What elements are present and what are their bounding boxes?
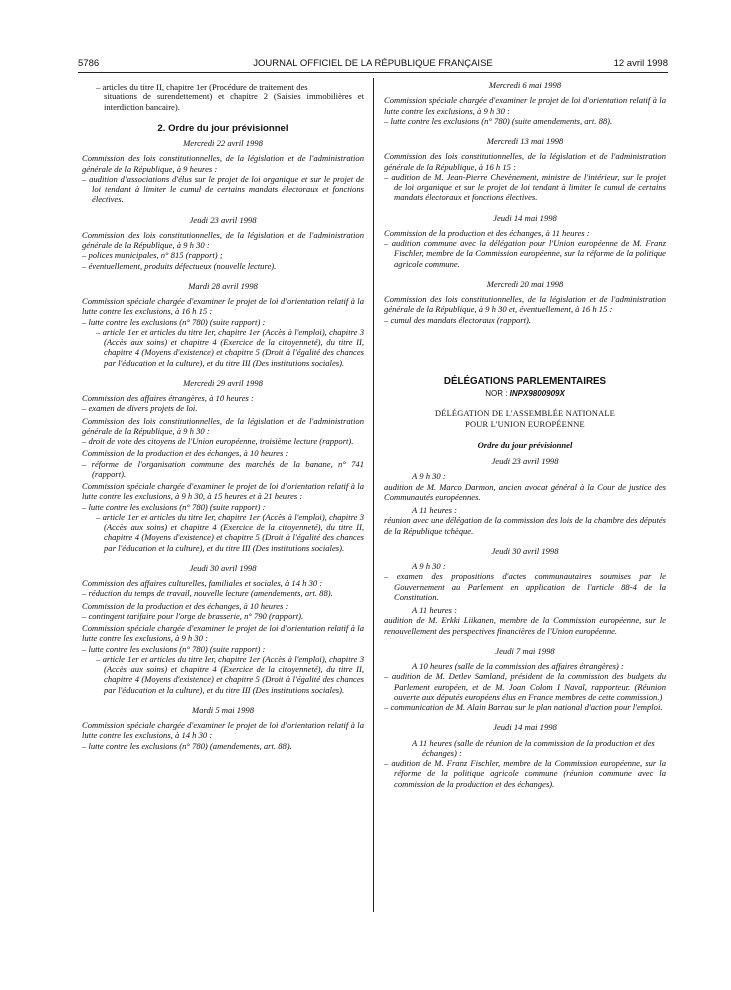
intro-line-1: – articles du titre II, chapitre 1er (Procédure de traitement des (96, 82, 308, 92)
agenda-item: – examen des propositions d'actes communautaires soumises par le Gouvernement au Parlement en application de l'article 88-4 de la Constitution. (384, 571, 666, 602)
right-column (384, 82, 666, 789)
agenda-item: – droit de vote des citoyens de l'Union européenne, troisième lecture (rapport). (82, 436, 354, 446)
agenda-item: – contingent tarifaire pour l'orge de brasserie, n° 790 (rapport). (82, 610, 304, 621)
time-label: A 11 heures : (412, 505, 457, 515)
date-heading: Jeudi 30 avril 1998 (189, 562, 257, 573)
issue-date: 12 avril 1998 (613, 58, 668, 69)
time-label: A 11 heures : (412, 605, 457, 615)
agenda-title: Ordre du jour prévisionnel (477, 439, 573, 450)
commission-entry: Commission spéciale chargée d'examiner le projet de loi d'orientation relatif à la lutte contre les exclusions, à 9 h 30 : (384, 95, 666, 116)
nor-code: INPX9800909X (509, 389, 565, 398)
commission-entry: Commission spéciale chargée d'examiner le projet de loi d'orientation relatif à la lutte contre les exclusions, à 9 h 30 : (82, 623, 364, 644)
commission-entry: Commission des lois constitutionnelles, de la législation et de l'administration générale de la République, à 9 h 30 : (82, 415, 364, 436)
nor-reference (384, 389, 666, 399)
agenda-item: – audition de M. Franz Fischler, membre de la Commission européenne, sur la réforme de la politique agricole commune (réunion commune avec la commission de la production et des échanges). (384, 758, 666, 789)
agenda-item: – audition de M. Detlev Samland, président de la commission des budgets du Parlement européen, et de M. Joan Colom I Naval, rapporteur. (Réunion ouverte aux députés européens élus en France membres de cette commission.) (384, 671, 666, 702)
date-heading: Jeudi 30 avril 1998 (491, 545, 559, 556)
time-label: A 11 heures (salle de réunion de la commission de la production et des échanges) : (412, 737, 655, 758)
agenda-item: – audition commune avec la délégation pour l'Union européenne de M. Franz Fischler, membre de la Commission européenne, sur la réforme de la politique agricole commune. (384, 238, 666, 269)
commission-entry: Commission de la production et des échanges, à 10 heures : (82, 600, 289, 611)
intro-line-2: situations de surendettement) et chapitre 2 (Saisies immobilières et interdiction bancaire). (104, 91, 364, 112)
org-line-1: DÉLÉGATION DE L'ASSEMBLÉE NATIONALE (435, 409, 615, 419)
time-label: A 9 h 30 : (412, 561, 446, 571)
agenda-item: – polices municipales, n° 815 (rapport) ; (82, 250, 223, 261)
agenda-item: – audition de M. Jean-Pierre Chevènement, ministre de l'intérieur, sur le projet de loi organique et sur le projet de loi tendant à limiter le cumul de certains mandats électoraux et fonctions électives. (384, 171, 666, 203)
agenda-item: – réforme de l'organisation commune des marchés de la banane, n° 741 (rapport). (82, 458, 364, 479)
section-spacer (384, 325, 666, 377)
date-heading: Mercredi 20 mai 1998 (486, 278, 564, 289)
commission-entry: Commission spéciale chargée d'examiner le projet de loi d'orientation relatif à la lutte contre les exclusions, à 9 h 30, à 15 heures et à 21 heures : (82, 481, 364, 502)
time-label: A 10 heures (salle de la commission des affaires étrangères) : (412, 661, 624, 671)
agenda-subitem: – article 1er et articles du titre Ier, chapitre 1er (Accès à l'emploi), chapitre 3 (Accès aux soins) et chapitre 4 (Exercice de la citoyenneté), du titre II, chapitre 4 (Moyens d'existence) et chapitre 5 (Droit à l'égalité des chances par l'éducation et la culture), et du titre III (Des institutions sociales). (96, 653, 364, 695)
date-heading: Mercredi 6 mai 1998 (488, 80, 562, 90)
date-heading: Jeudi 7 mai 1998 (495, 645, 555, 656)
date-heading: Jeudi 23 avril 1998 (491, 456, 559, 466)
agenda-item: – éventuellement, produits défectueux (nouvelle lecture). (82, 260, 277, 271)
agenda-item: – réduction du temps de travail, nouvelle lecture (amendements, art. 88). (82, 588, 333, 599)
date-heading: Mardi 28 avril 1998 (188, 280, 258, 291)
commission-entry: Commission des lois constitutionnelles, de la législation et de l'administration générale de la République, à 9 h 30 : (82, 229, 364, 250)
commission-entry: Commission spéciale chargée d'examiner le projet de loi d'orientation relatif à la lutte contre les exclusions, à 16 h 15 : (82, 296, 364, 317)
date-heading: Mardi 5 mai 1998 (192, 704, 254, 715)
agenda-item: – lutte contre les exclusions (n° 780) (suite rapport) : (82, 501, 266, 512)
delegations-title: DÉLÉGATIONS PARLEMENTAIRES (443, 375, 607, 387)
date-heading: Jeudi 14 mai 1998 (493, 722, 557, 733)
section-title: 2. Ordre du jour prévisionnel (157, 122, 289, 134)
commission-entry: Commission des lois constitutionnelles, de la législation et de l'administration générale de la République, à 9 h 30 et, éventuellement, à 16 h 15 : (384, 294, 666, 315)
commission-entry: Commission spéciale chargée d'examiner le projet de loi d'orientation relatif à la lutte contre les exclusions, à 14 h 30 : (82, 720, 364, 741)
agenda-item: – communication de M. Alain Barrau sur le plan national d'action pour l'emploi. (384, 702, 663, 712)
agenda-item: audition de M. Erkki Liikanen, membre de la Commission européenne, sur le renouvellement des perspectives financières de l'Union européenne. (384, 615, 666, 636)
agenda-item: – lutte contre les exclusions (n° 780) (suite rapport) : (82, 643, 266, 654)
agenda-item: – examen de divers projets de loi. (82, 403, 198, 414)
page-header (78, 58, 668, 72)
commission-entry: Commission de la production et des échanges, à 11 heures : (384, 227, 590, 238)
page-number: 5786 (78, 58, 100, 69)
date-heading: Jeudi 23 avril 1998 (189, 214, 257, 225)
nor-label: NOR : (485, 389, 508, 398)
date-heading: Mercredi 13 mai 1998 (486, 136, 564, 146)
commission-entry: Commission des affaires culturelles, familiales et sociales, à 14 h 30 : (82, 578, 323, 588)
agenda-item: – cumul des mandats électoraux (rapport). (384, 314, 532, 325)
date-heading: Mercredi 29 avril 1998 (183, 377, 263, 388)
column-divider (373, 78, 374, 912)
agenda-item: – lutte contre les exclusions (n° 780) (suite amendements, art. 88). (384, 115, 613, 126)
date-heading: Jeudi 14 mai 1998 (493, 212, 557, 223)
agenda-item: – lutte contre les exclusions (n° 780) (suite rapport) : (82, 316, 266, 327)
commission-entry: Commission des affaires étrangères, à 10 heures : (82, 393, 254, 403)
agenda-item: – lutte contre les exclusions (n° 780) (amendements, art. 88). (82, 740, 292, 751)
header-rule (78, 72, 668, 73)
agenda-subitem: – article 1er et articles du titre Ier, chapitre 1er (Accès à l'emploi), chapitre 3 (Accès aux soins) et chapitre 4 (Exercice de la citoyenneté), du titre II, chapitre 4 (Moyens d'existence) et chapitre 5 (Droit à l'égalité des chances par l'éducation et la culture), et du titre III (Des institutions sociales). (96, 326, 364, 368)
agenda-item: – audition d'associations d'élus sur le projet de loi organique et sur le projet de loi tendant à limiter le cumul de certains mandats électoraux et fonctions électives. (82, 173, 364, 205)
commission-entry: Commission de la production et des échanges, à 10 heures : (82, 448, 289, 459)
left-column (82, 82, 364, 751)
org-line-2: POUR L'UNION EUROPÉENNE (465, 419, 585, 429)
commission-entry: Commission des lois constitutionnelles, de la législation et de l'administration générale de la République, à 9 heures : (82, 153, 364, 174)
time-label: A 9 h 30 : (412, 471, 446, 482)
commission-entry: Commission des lois constitutionnelles, de la législation et de l'administration générale de la République, à 16 h 15 : (384, 151, 666, 172)
agenda-item: réunion avec une délégation de la commission des lois de la chambre des députés de la République tchèque. (384, 515, 666, 536)
agenda-item: audition de M. Marco Darmon, ancien avocat général à la Cour de justice des Communautés européennes. (384, 481, 666, 502)
agenda-subitem: – article 1er et articles du titre Ier, chapitre 1er (Accès à l'emploi), chapitre 3 (Accès aux soins) et chapitre 4 (Exercice de la citoyenneté), du titre II, chapitre 4 (Moyens d'existence) et chapitre 5 (Droit à l'égalité des chances par l'éducation et la culture), et du titre III (Des institutions sociales). (96, 511, 364, 553)
journal-title: JOURNAL OFFICIEL DE LA RÉPUBLIQUE FRANÇAISE (253, 58, 493, 69)
date-heading: Mercredi 22 avril 1998 (183, 138, 263, 148)
